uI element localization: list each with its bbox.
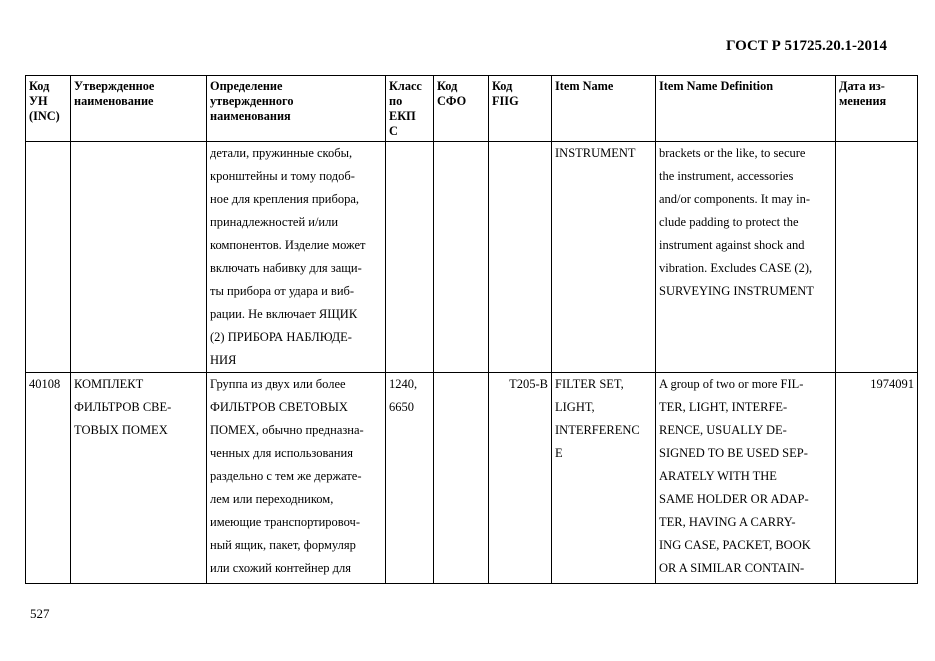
cell-text-line: instrument against shock and	[659, 238, 805, 252]
cell-text-line: (2) ПРИБОРА НАБЛЮДЕ-	[210, 330, 352, 344]
cell-item-name	[552, 373, 656, 584]
cell-sfo	[434, 373, 489, 584]
cell-text-line: Код	[437, 79, 458, 93]
cell-text-line: Утвержденное	[74, 79, 155, 93]
cell-text-line: С	[389, 124, 398, 138]
cell-text-line: или схожий контейнер для	[210, 561, 352, 575]
header-change-date	[836, 76, 918, 142]
cell-text-line: ФИЛЬТРОВ СВЕТОВЫХ	[210, 400, 348, 414]
cell-class	[386, 142, 434, 373]
cell-text-line: Дата из-	[839, 79, 885, 93]
cell-text-line: INSTRUMENT	[555, 146, 636, 160]
cell-text-line: детали, пружинные скобы,	[210, 146, 353, 160]
cell-approved-name	[71, 142, 207, 373]
cell-text-line: INTERFERENC	[555, 423, 640, 437]
cell-text-line: vibration. Excludes CASE (2),	[659, 261, 813, 275]
cell-text-line: Код	[492, 79, 513, 93]
cell-text-line: 40108	[29, 377, 61, 391]
cell-text-line: лем или переходником,	[210, 492, 334, 506]
cell-text-line: 1974091	[870, 377, 914, 391]
header-definition	[207, 76, 386, 142]
cell-inc	[26, 142, 71, 373]
cell-definition	[207, 142, 386, 373]
cell-text-line: Item Name	[555, 79, 614, 93]
cell-text-line: имеющие транспортировоч-	[210, 515, 360, 529]
header-item-name-definition	[656, 76, 836, 142]
cell-text-line: раздельно с тем же держате-	[210, 469, 362, 483]
cell-text-line: СФО	[437, 94, 467, 108]
cell-text-line: компонентов. Изделие может	[210, 238, 366, 252]
cell-text-line: the instrument, accessories	[659, 169, 794, 183]
table-header-row	[26, 76, 918, 142]
cell-change-date	[836, 142, 918, 373]
cell-text-line: SIGNED TO BE USED SEP-	[659, 446, 808, 460]
cell-text-line: Определение	[210, 79, 283, 93]
cell-text-line: 1240,	[389, 377, 418, 391]
cell-text-line: ЕКП	[389, 109, 416, 123]
cell-sfo	[434, 142, 489, 373]
cell-fiig	[489, 373, 552, 584]
cell-text-line: ARATELY WITH THE	[659, 469, 777, 483]
cell-text-line: LIGHT,	[555, 400, 595, 414]
cell-text-line: УН	[29, 94, 48, 108]
cell-item-name	[552, 142, 656, 373]
cell-text-line: Item Name Definition	[659, 79, 774, 93]
cell-text-line: по	[389, 94, 403, 108]
cell-item-name-definition	[656, 373, 836, 584]
cell-text-line: TER, HAVING A CARRY-	[659, 515, 796, 529]
header-sfo	[434, 76, 489, 142]
cell-text-line: Группа из двух или более	[210, 377, 346, 391]
cell-text-line: утвержденного	[210, 94, 294, 108]
header-approved-name	[71, 76, 207, 142]
cell-text-line: (INC)	[29, 109, 60, 123]
header-fiig	[489, 76, 552, 142]
table-row	[26, 373, 918, 584]
cell-text-line: ное для крепления прибора,	[210, 192, 359, 206]
cell-approved-name	[71, 373, 207, 584]
cell-text-line: Класс	[389, 79, 422, 93]
cell-text-line: ты прибора от удара и виб-	[210, 284, 355, 298]
cell-class	[386, 373, 434, 584]
header-class	[386, 76, 434, 142]
cell-text-line: E	[555, 446, 563, 460]
cell-inc	[26, 373, 71, 584]
header-item-name	[552, 76, 656, 142]
cell-text-line: T205-B	[509, 377, 548, 391]
cell-text-line: менения	[839, 94, 887, 108]
cell-text-line: принадлежностей и/или	[210, 215, 339, 229]
cell-text-line: ный ящик, пакет, формуляр	[210, 538, 356, 552]
table-row	[26, 142, 918, 373]
cell-text-line: brackets or the like, to secure	[659, 146, 806, 160]
cell-text-line: наименование	[74, 94, 154, 108]
header-inc	[26, 76, 71, 142]
cell-text-line: ТОВЫХ ПОМЕХ	[74, 423, 168, 437]
cell-text-line: наименования	[210, 109, 291, 123]
cell-text-line: OR A SIMILAR CONTAIN-	[659, 561, 805, 575]
standards-table	[25, 75, 918, 584]
cell-text-line: clude padding to protect the	[659, 215, 799, 229]
cell-text-line: НИЯ	[210, 353, 237, 367]
cell-change-date	[836, 373, 918, 584]
cell-text-line: кронштейны и тому подоб-	[210, 169, 355, 183]
cell-text-line: A group of two or more FIL-	[659, 377, 804, 391]
cell-text-line: ченных для использования	[210, 446, 353, 460]
cell-definition	[207, 373, 386, 584]
cell-text-line: рации. Не включает ЯЩИК	[210, 307, 358, 321]
cell-text-line: RENCE, USUALLY DE-	[659, 423, 787, 437]
cell-text-line: SURVEYING INSTRUMENT	[659, 284, 814, 298]
cell-text-line: 6650	[389, 400, 414, 414]
cell-text-line: ПОМЕХ, обычно предназна-	[210, 423, 364, 437]
page-number: 527	[30, 606, 50, 621]
cell-text-line: ФИЛЬТРОВ СВЕ-	[74, 400, 172, 414]
cell-text-line: включать набивку для защи-	[210, 261, 362, 275]
cell-text-line: ING CASE, PACKET, BOOK	[659, 538, 811, 552]
cell-fiig	[489, 142, 552, 373]
cell-text-line: SAME HOLDER OR ADAP-	[659, 492, 809, 506]
cell-text-line: and/or components. It may in-	[659, 192, 811, 206]
cell-text-line: Код	[29, 79, 50, 93]
cell-text-line: TER, LIGHT, INTERFE-	[659, 400, 788, 414]
cell-text-line: КОМПЛЕКТ	[74, 377, 144, 391]
cell-item-name-definition	[656, 142, 836, 373]
cell-text-line: FIIG	[492, 94, 519, 108]
cell-text-line: FILTER SET,	[555, 377, 624, 391]
document-title: ГОСТ Р 51725.20.1-2014	[725, 38, 887, 54]
